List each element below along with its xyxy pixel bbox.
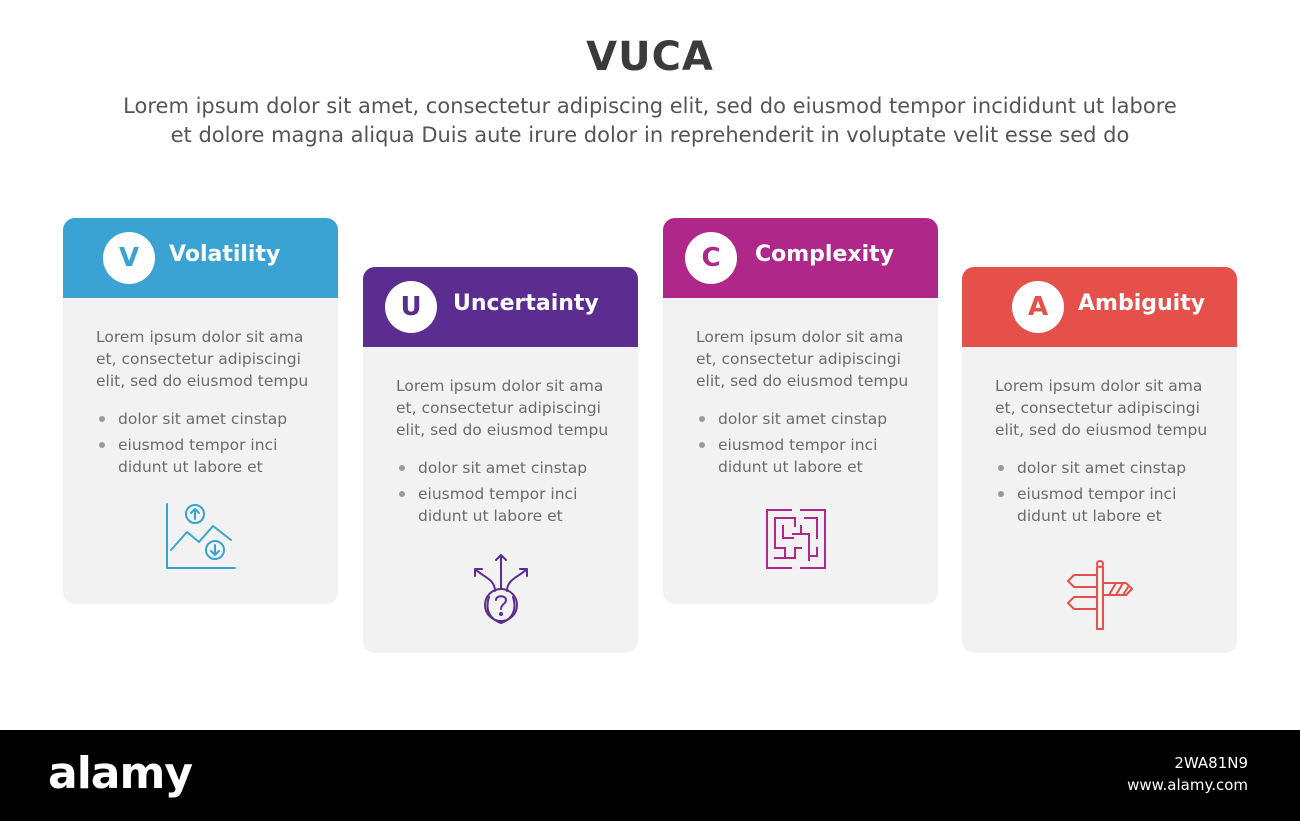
bullet-list [995,457,1230,531]
signpost-icon [1062,559,1138,633]
bullet-item: eiusmod tempor inci didunt ut labore et [995,483,1230,527]
bullet-item: eiusmod tempor inci didunt ut labore et [396,483,631,527]
card-volatility [63,218,338,604]
alamy-logo: alamy [48,748,192,799]
image-reference [1127,752,1248,796]
chart-up-down-icon [163,500,239,572]
description-line: Lorem ipsum dolor sit ama [995,377,1203,395]
card-uncertainty [363,267,638,653]
bullet-item: dolor sit amet cinstap [995,457,1230,479]
bullet-list [396,457,631,531]
card-description [696,326,926,392]
subtitle-line: et dolore magna aliqua Duis aute irure dolor in reprehenderit in voluptate velit esse sed do [170,123,1130,147]
card-title: Ambiguity [1078,291,1206,316]
description-line: elit, sed do eiusmod tempu [995,421,1208,439]
description-line: et, consectetur adipiscingi [396,399,601,417]
bullet-item: dolor sit amet cinstap [396,457,631,479]
footer-bar [0,730,1300,821]
letter-badge: C [685,232,737,284]
letter-badge: A [1012,281,1064,333]
card-ambiguity [962,267,1237,653]
bullet-item: dolor sit amet cinstap [96,408,331,430]
description-line: et, consectetur adipiscingi [96,350,301,368]
description-line: Lorem ipsum dolor sit ama [96,328,304,346]
description-line: Lorem ipsum dolor sit ama [696,328,904,346]
bullet-list [696,408,931,482]
maze-icon [765,508,827,570]
image-id: 2WA81N9 [1174,754,1248,772]
description-line: et, consectetur adipiscingi [995,399,1200,417]
bullet-item: eiusmod tempor inci didunt ut labore et [96,434,331,478]
bullet-item: dolor sit amet cinstap [696,408,931,430]
card-description [396,375,626,441]
page-title: VUCA [586,34,714,80]
subtitle-line: Lorem ipsum dolor sit amet, consectetur adipiscing elit, sed do eiusmod tempor incididunt ut labore [123,94,1177,118]
description-line: et, consectetur adipiscingi [696,350,901,368]
letter-badge: V [103,232,155,284]
description-line: Lorem ipsum dolor sit ama [396,377,604,395]
page-subtitle [0,92,1300,150]
card-title: Volatility [169,242,281,267]
site-url: www.alamy.com [1127,776,1248,794]
bullet-item: eiusmod tempor inci didunt ut labore et [696,434,931,478]
card-complexity [663,218,938,604]
card-description [995,375,1225,441]
card-title: Uncertainty [453,291,599,316]
question-arrows-icon [469,549,533,625]
bullet-list [96,408,331,482]
description-line: elit, sed do eiusmod tempu [396,421,609,439]
card-title: Complexity [755,242,894,267]
description-line: elit, sed do eiusmod tempu [96,372,309,390]
letter-badge: U [385,281,437,333]
description-line: elit, sed do eiusmod tempu [696,372,909,390]
card-description [96,326,326,392]
